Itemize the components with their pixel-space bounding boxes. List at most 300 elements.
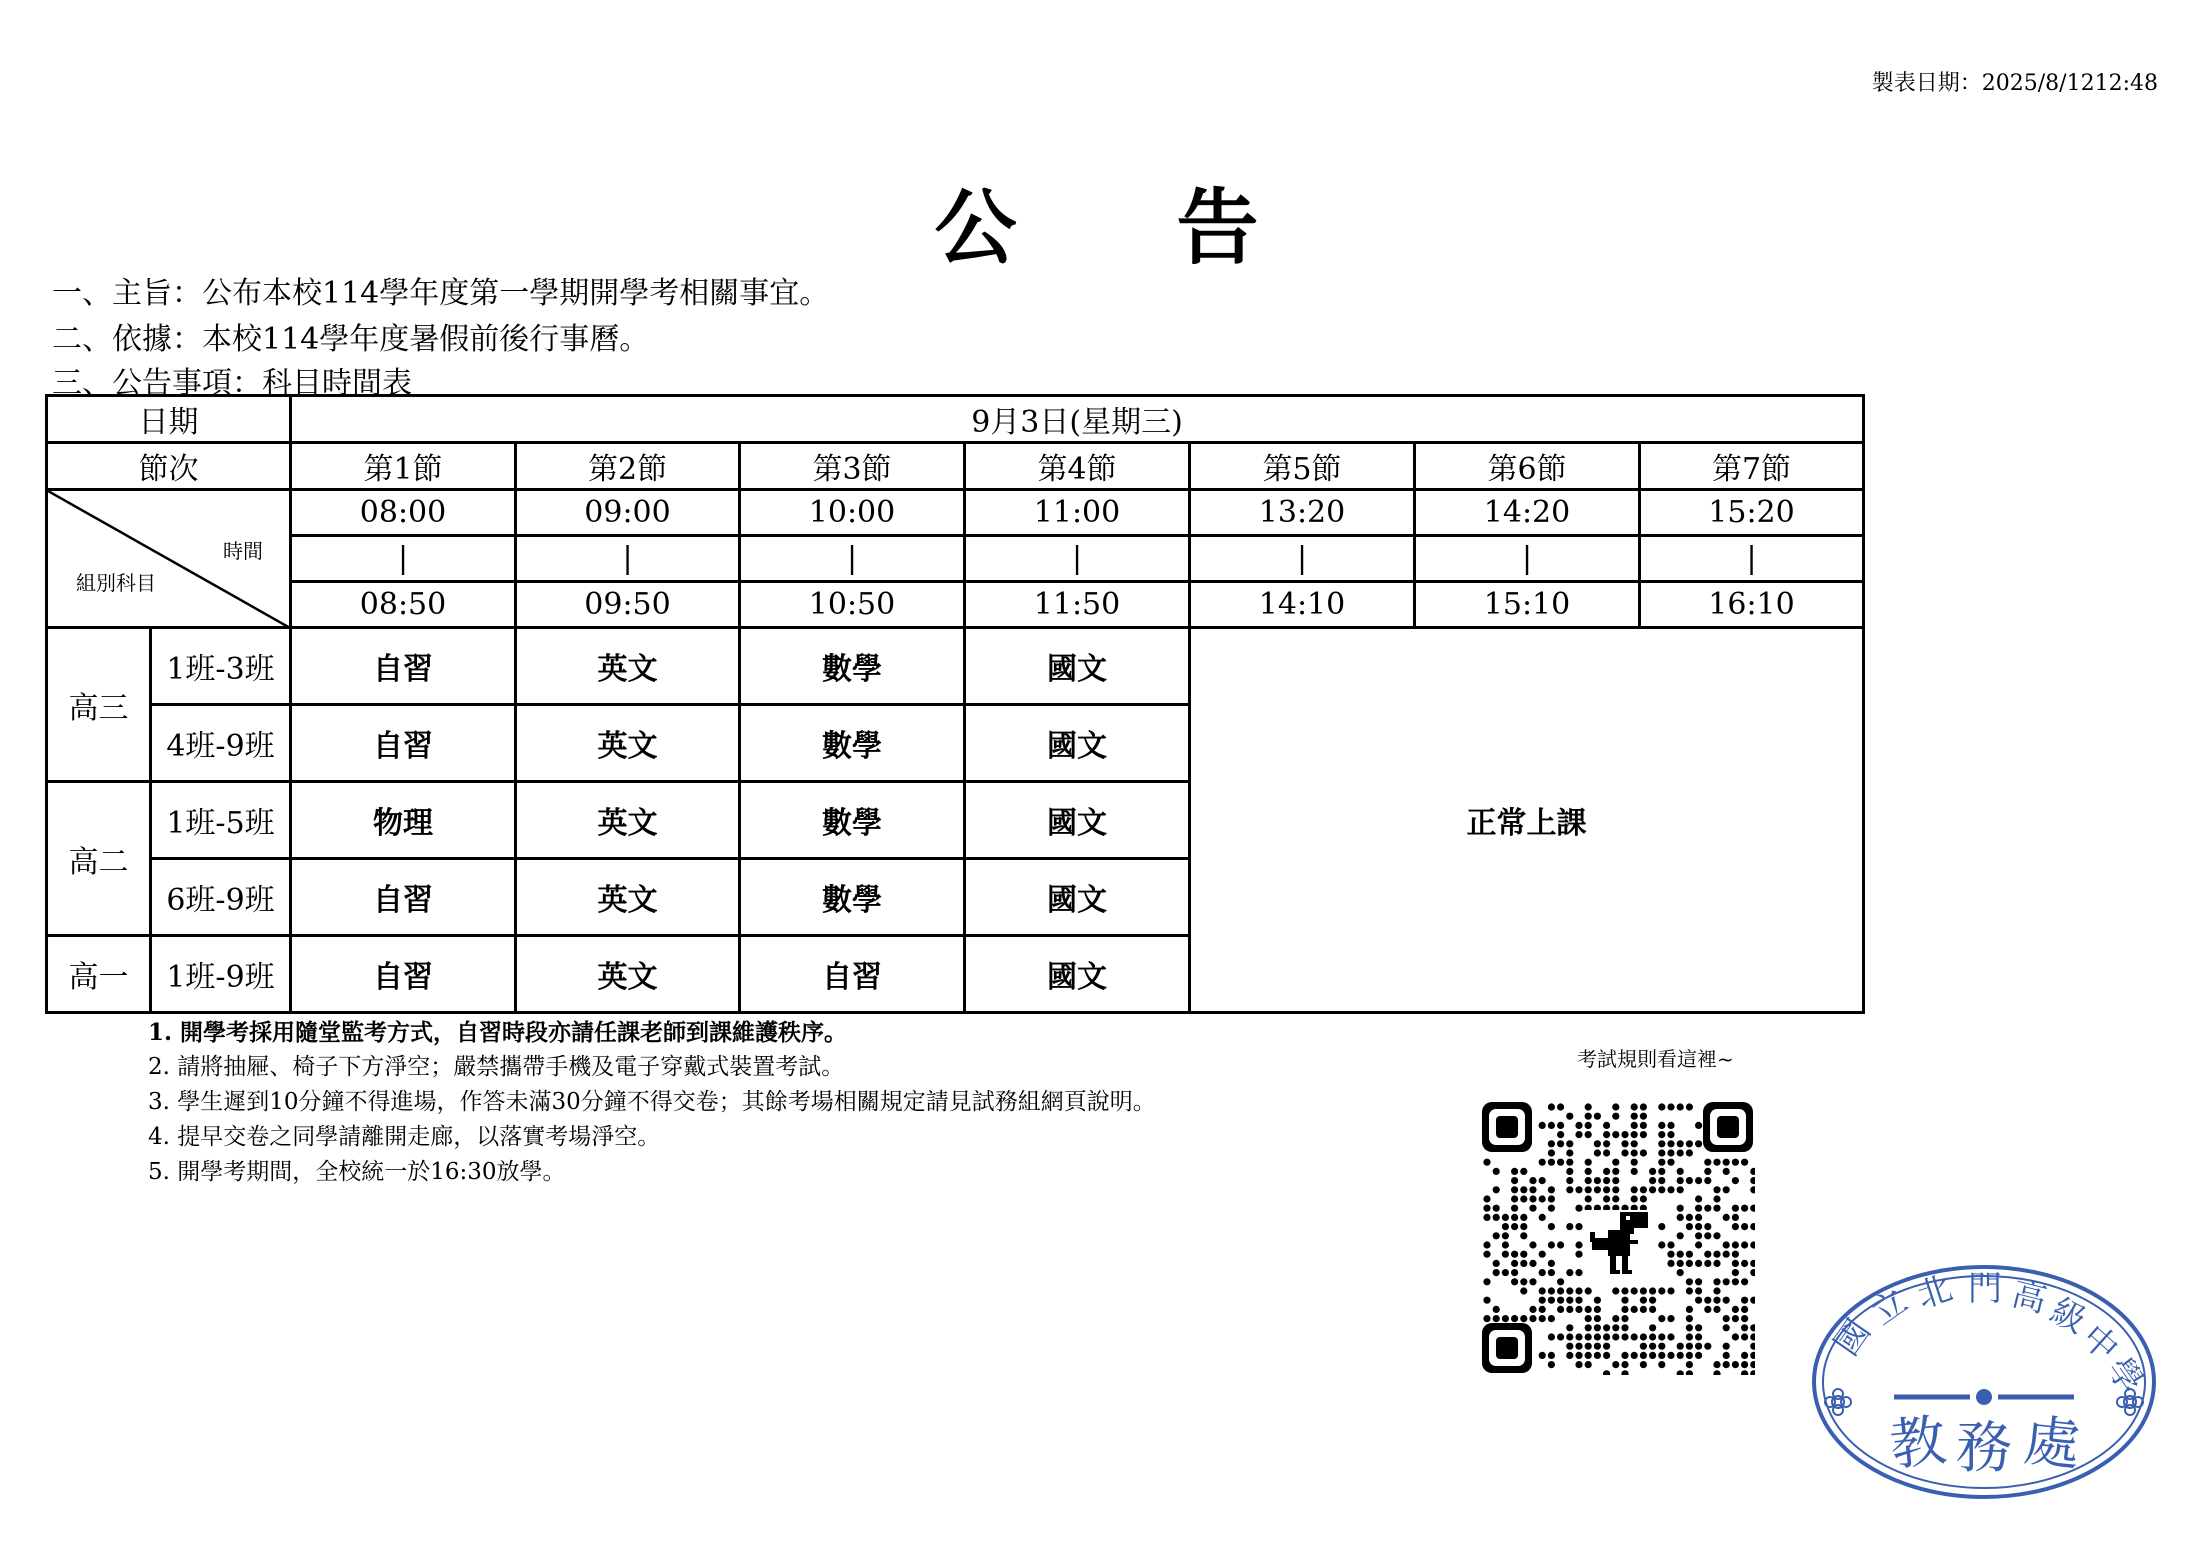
qr-dot: [1649, 1177, 1656, 1184]
qr-dot: [1493, 1315, 1500, 1322]
qr-dot: [1649, 1287, 1656, 1294]
end-time-7: 16:10: [1640, 582, 1864, 628]
qr-dot: [1566, 1297, 1573, 1304]
qr-dot: [1557, 1287, 1564, 1294]
qr-dot: [1686, 1260, 1693, 1267]
qr-dot: [1723, 1159, 1730, 1166]
qr-dot: [1631, 1122, 1638, 1129]
qr-dot: [1686, 1315, 1693, 1322]
period-label: 節次: [47, 443, 291, 490]
svg-text:處: 處: [2020, 1410, 2083, 1478]
qr-dot: [1649, 1324, 1656, 1331]
qr-dot: [1585, 1122, 1592, 1129]
qr-dot: [1695, 1177, 1702, 1184]
qr-dot: [1483, 1251, 1490, 1258]
qr-dot: [1713, 1297, 1720, 1304]
note-item: 1. 開學考採用隨堂監考方式，自習時段亦請任課老師到課維護秩序。: [148, 1019, 848, 1046]
qr-dot: [1667, 1122, 1674, 1129]
qr-dot: [1741, 1159, 1748, 1166]
qr-dot: [1603, 1149, 1610, 1156]
items-line: 三、公告事項：科目時間表: [52, 366, 412, 401]
qr-dot: [1612, 1315, 1619, 1322]
purpose-line: 一、主旨：公布本校114學年度第一學期開學考相關事宜。: [52, 276, 830, 311]
qr-code-icon[interactable]: [1480, 1100, 1755, 1375]
qr-dot: [1658, 1168, 1665, 1175]
qr-dot: [1667, 1287, 1674, 1294]
qr-dot: [1695, 1241, 1702, 1248]
qr-dot: [1502, 1241, 1509, 1248]
qr-dot: [1566, 1333, 1573, 1340]
basis-line: 二、依據：本校114學年度暑假前後行事曆。: [52, 322, 650, 357]
qr-dot: [1640, 1306, 1647, 1313]
qr-dot: [1723, 1168, 1730, 1175]
qr-dot: [1677, 1140, 1684, 1147]
period-3: 第3節: [740, 443, 965, 490]
subject-cell: 英文: [516, 705, 740, 782]
qr-dot: [1649, 1168, 1656, 1175]
qr-dot: [1658, 1352, 1665, 1359]
qr-dot: [1585, 1343, 1592, 1350]
qr-dot: [1529, 1241, 1536, 1248]
qr-dot: [1723, 1361, 1730, 1368]
qr-caption: 考試規則看這裡~: [1577, 1047, 1734, 1071]
qr-dot: [1723, 1186, 1730, 1193]
qr-dot: [1511, 1195, 1518, 1202]
qr-dot: [1695, 1122, 1702, 1129]
qr-dot: [1585, 1333, 1592, 1340]
qr-dot: [1631, 1352, 1638, 1359]
qr-dot: [1741, 1306, 1748, 1313]
qr-dot: [1677, 1103, 1684, 1110]
qr-dot: [1548, 1361, 1555, 1368]
class-range: 1班-9班: [151, 936, 291, 1013]
period-7: 第7節: [1640, 443, 1864, 490]
qr-dot: [1695, 1297, 1702, 1304]
qr-dot: [1667, 1241, 1674, 1248]
qr-dot: [1732, 1159, 1739, 1166]
qr-dot: [1548, 1315, 1555, 1322]
class-range: 1班-5班: [151, 782, 291, 859]
qr-dot: [1704, 1232, 1711, 1239]
time-separator: |: [965, 536, 1190, 582]
subject-cell: 英文: [516, 859, 740, 936]
qr-dot: [1603, 1195, 1610, 1202]
qr-dot: [1695, 1214, 1702, 1221]
qr-dot: [1732, 1205, 1739, 1212]
qr-dot: [1566, 1306, 1573, 1313]
qr-dot: [1713, 1287, 1720, 1294]
qr-dot: [1594, 1177, 1601, 1184]
qr-dot: [1539, 1251, 1546, 1258]
qr-dot: [1483, 1159, 1490, 1166]
svg-text:北: 北: [1913, 1269, 1957, 1316]
qr-dot: [1686, 1140, 1693, 1147]
subject-cell: 自習: [291, 936, 516, 1013]
qr-dot: [1658, 1241, 1665, 1248]
qr-dot: [1704, 1168, 1711, 1175]
qr-dot: [1686, 1361, 1693, 1368]
start-time-2: 09:00: [516, 490, 740, 536]
qr-dot: [1704, 1177, 1711, 1184]
qr-dot: [1529, 1260, 1536, 1267]
qr-dot: [1539, 1315, 1546, 1322]
note-item: 4. 提早交卷之同學請離開走廊，以落實考場淨空。: [148, 1124, 661, 1150]
qr-dot: [1566, 1186, 1573, 1193]
qr-dot: [1640, 1343, 1647, 1350]
qr-dot: [1649, 1186, 1656, 1193]
svg-text:立: 立: [1865, 1282, 1915, 1333]
end-time-1: 08:50: [291, 582, 516, 628]
qr-dot: [1575, 1251, 1582, 1258]
qr-dot: [1612, 1333, 1619, 1340]
qr-dot: [1640, 1195, 1647, 1202]
qr-dot: [1511, 1186, 1518, 1193]
qr-dot: [1511, 1168, 1518, 1175]
qr-dot: [1520, 1214, 1527, 1221]
period-2: 第2節: [516, 443, 740, 490]
start-time-5: 13:20: [1190, 490, 1415, 536]
start-time-6: 14:20: [1415, 490, 1640, 536]
qr-dot: [1539, 1269, 1546, 1276]
period-5: 第5節: [1190, 443, 1415, 490]
qr-dot: [1686, 1343, 1693, 1350]
qr-dot: [1713, 1278, 1720, 1285]
qr-dot: [1557, 1131, 1564, 1138]
qr-dot: [1667, 1140, 1674, 1147]
qr-dot: [1585, 1315, 1592, 1322]
qr-dot: [1631, 1186, 1638, 1193]
qr-dot: [1667, 1260, 1674, 1267]
qr-dot: [1585, 1324, 1592, 1331]
qr-dot: [1695, 1140, 1702, 1147]
qr-dot: [1640, 1113, 1647, 1120]
qr-dot: [1493, 1214, 1500, 1221]
qr-dot: [1695, 1333, 1702, 1340]
qr-dot: [1713, 1205, 1720, 1212]
qr-dot: [1640, 1352, 1647, 1359]
qr-dot: [1741, 1361, 1748, 1368]
qr-dot: [1631, 1333, 1638, 1340]
qr-dot: [1631, 1306, 1638, 1313]
qr-dot: [1502, 1223, 1509, 1230]
qr-dot: [1511, 1315, 1518, 1322]
qr-dot: [1603, 1352, 1610, 1359]
qr-dot: [1585, 1306, 1592, 1313]
qr-dot: [1557, 1140, 1564, 1147]
time-separator: |: [291, 536, 516, 582]
qr-dot: [1575, 1361, 1582, 1368]
qr-dot: [1548, 1103, 1555, 1110]
svg-text:國: 國: [1828, 1313, 1879, 1363]
qr-dot: [1631, 1103, 1638, 1110]
qr-dot: [1741, 1352, 1748, 1359]
qr-dot: [1723, 1297, 1730, 1304]
qr-dot: [1741, 1205, 1748, 1212]
qr-dot: [1686, 1324, 1693, 1331]
qr-dot: [1621, 1306, 1628, 1313]
class-range: 4班-9班: [151, 705, 291, 782]
qr-dot: [1732, 1251, 1739, 1258]
qr-dot: [1511, 1278, 1518, 1285]
qr-dot: [1557, 1333, 1564, 1340]
qr-dot: [1529, 1315, 1536, 1322]
qr-dot: [1667, 1352, 1674, 1359]
qr-dot: [1621, 1140, 1628, 1147]
qr-dot: [1548, 1195, 1555, 1202]
qr-dot: [1695, 1223, 1702, 1230]
time-separator: |: [1640, 536, 1864, 582]
qr-dot: [1575, 1131, 1582, 1138]
qr-dot: [1502, 1251, 1509, 1258]
end-time-3: 10:50: [740, 582, 965, 628]
qr-dot: [1667, 1251, 1674, 1258]
start-time-4: 11:00: [965, 490, 1190, 536]
qr-dot: [1502, 1269, 1509, 1276]
qr-finder-icon: [1703, 1102, 1753, 1152]
qr-dot: [1649, 1297, 1656, 1304]
qr-dot: [1686, 1278, 1693, 1285]
qr-dot: [1741, 1315, 1748, 1322]
qr-dot: [1667, 1159, 1674, 1166]
qr-dot: [1603, 1140, 1610, 1147]
diagonal-header: [47, 490, 291, 628]
qr-dot: [1713, 1159, 1720, 1166]
qr-dot: [1594, 1140, 1601, 1147]
qr-dot: [1695, 1287, 1702, 1294]
qr-dot: [1483, 1214, 1490, 1221]
qr-dot: [1686, 1214, 1693, 1221]
qr-dot: [1548, 1241, 1555, 1248]
qr-dot: [1741, 1260, 1748, 1267]
qr-dot: [1695, 1260, 1702, 1267]
qr-dot: [1603, 1168, 1610, 1175]
qr-dot: [1732, 1260, 1739, 1267]
qr-dot: [1511, 1205, 1518, 1212]
qr-dot: [1658, 1103, 1665, 1110]
qr-dot: [1631, 1159, 1638, 1166]
qr-dot: [1658, 1140, 1665, 1147]
qr-dot: [1621, 1324, 1628, 1331]
qr-dot: [1575, 1343, 1582, 1350]
qr-dot: [1603, 1177, 1610, 1184]
qr-dot: [1566, 1269, 1573, 1276]
grade-senior3: 高三: [47, 628, 151, 782]
qr-dot: [1640, 1297, 1647, 1304]
qr-dot: [1723, 1241, 1730, 1248]
qr-dot: [1732, 1361, 1739, 1368]
qr-dot: [1677, 1343, 1684, 1350]
qr-dot: [1723, 1352, 1730, 1359]
qr-dot: [1594, 1343, 1601, 1350]
qr-dot: [1658, 1333, 1665, 1340]
qr-dot: [1603, 1343, 1610, 1350]
qr-finder-icon: [1482, 1323, 1532, 1373]
qr-dot: [1677, 1205, 1684, 1212]
qr-dot: [1529, 1278, 1536, 1285]
qr-dot: [1631, 1131, 1638, 1138]
qr-dot: [1511, 1260, 1518, 1267]
qr-dot: [1732, 1269, 1739, 1276]
svg-text:級: 級: [2044, 1292, 2092, 1342]
qr-dot: [1594, 1315, 1601, 1322]
qr-dot: [1548, 1122, 1555, 1129]
qr-dot: [1658, 1131, 1665, 1138]
qr-dot: [1493, 1186, 1500, 1193]
qr-dot: [1566, 1168, 1573, 1175]
qr-dot: [1631, 1287, 1638, 1294]
qr-dot: [1658, 1343, 1665, 1350]
qr-dot: [1511, 1251, 1518, 1258]
qr-dot: [1575, 1287, 1582, 1294]
qr-dot: [1713, 1361, 1720, 1368]
qr-dot: [1575, 1122, 1582, 1129]
qr-dot: [1557, 1122, 1564, 1129]
qr-dot: [1511, 1223, 1518, 1230]
qr-dot: [1621, 1333, 1628, 1340]
qr-dot: [1539, 1297, 1546, 1304]
grade-senior1: 高一: [47, 936, 151, 1013]
qr-dot: [1677, 1232, 1684, 1239]
qr-dot: [1723, 1315, 1730, 1322]
qr-dot: [1677, 1214, 1684, 1221]
qr-dot: [1704, 1306, 1711, 1313]
qr-dot: [1732, 1241, 1739, 1248]
qr-dot: [1658, 1177, 1665, 1184]
grade-senior2: 高二: [47, 782, 151, 936]
normal-class-cell: 正常上課: [1190, 628, 1864, 1013]
qr-dot: [1695, 1324, 1702, 1331]
qr-dot: [1713, 1260, 1720, 1267]
qr-dot: [1631, 1113, 1638, 1120]
qr-dot: [1511, 1177, 1518, 1184]
qr-dot: [1686, 1251, 1693, 1258]
qr-dot: [1603, 1324, 1610, 1331]
qr-dot: [1566, 1324, 1573, 1331]
qr-dot: [1658, 1223, 1665, 1230]
qr-dot: [1713, 1306, 1720, 1313]
qr-dot: [1520, 1223, 1527, 1230]
svg-text:中: 中: [2074, 1318, 2125, 1369]
diag-group-label: 組別科目: [76, 571, 156, 595]
qr-dot: [1557, 1103, 1564, 1110]
qr-dot: [1529, 1195, 1536, 1202]
qr-dot: [1658, 1287, 1665, 1294]
subject-cell: 數學: [740, 782, 965, 859]
start-time-7: 15:20: [1640, 490, 1864, 536]
qr-dot: [1539, 1287, 1546, 1294]
svg-text:門: 門: [1968, 1271, 2002, 1308]
qr-dot: [1640, 1149, 1647, 1156]
qr-dot: [1594, 1113, 1601, 1120]
svg-text:高: 高: [2008, 1275, 2051, 1320]
subject-cell: 物理: [291, 782, 516, 859]
end-time-6: 15:10: [1415, 582, 1640, 628]
qr-dot: [1686, 1149, 1693, 1156]
qr-dot: [1723, 1343, 1730, 1350]
qr-dot: [1566, 1287, 1573, 1294]
qr-dot: [1548, 1205, 1555, 1212]
time-separator: |: [1415, 536, 1640, 582]
qr-dot: [1631, 1149, 1638, 1156]
qr-dot: [1585, 1168, 1592, 1175]
qr-dot: [1502, 1232, 1509, 1239]
qr-dot: [1520, 1232, 1527, 1239]
time-separator: |: [516, 536, 740, 582]
qr-dot: [1612, 1168, 1619, 1175]
qr-dot: [1667, 1149, 1674, 1156]
qr-dot: [1695, 1205, 1702, 1212]
qr-dot: [1575, 1352, 1582, 1359]
qr-dot: [1566, 1113, 1573, 1120]
period-6: 第6節: [1415, 443, 1640, 490]
qr-dot: [1603, 1122, 1610, 1129]
qr-dot: [1566, 1177, 1573, 1184]
qr-dot: [1585, 1287, 1592, 1294]
qr-dot: [1686, 1287, 1693, 1294]
qr-dot: [1585, 1103, 1592, 1110]
qr-dot: [1539, 1306, 1546, 1313]
qr-dot: [1723, 1324, 1730, 1331]
qr-dot: [1640, 1103, 1647, 1110]
note-item: 2. 請將抽屜、椅子下方淨空；嚴禁攜帶手機及電子穿戴式裝置考試。: [148, 1054, 845, 1080]
end-time-2: 09:50: [516, 582, 740, 628]
qr-dot: [1557, 1159, 1564, 1166]
qr-dot: [1695, 1343, 1702, 1350]
time-separator: |: [1190, 536, 1415, 582]
qr-dot: [1704, 1260, 1711, 1267]
qr-dot: [1631, 1140, 1638, 1147]
subject-cell: 英文: [516, 628, 740, 705]
subject-cell: 英文: [516, 782, 740, 859]
qr-dot: [1520, 1315, 1527, 1322]
subject-cell: 自習: [291, 628, 516, 705]
qr-dot: [1520, 1287, 1527, 1294]
qr-dot: [1548, 1287, 1555, 1294]
qr-dot: [1548, 1149, 1555, 1156]
qr-dot: [1520, 1195, 1527, 1202]
qr-dot: [1520, 1278, 1527, 1285]
qr-dot: [1649, 1306, 1656, 1313]
qr-dot: [1732, 1278, 1739, 1285]
qr-dot: [1658, 1186, 1665, 1193]
page-title: 公告: [934, 180, 1419, 276]
qr-dot: [1539, 1159, 1546, 1166]
qr-dot: [1603, 1186, 1610, 1193]
subject-cell: 自習: [291, 859, 516, 936]
qr-dot: [1741, 1241, 1748, 1248]
qr-dot: [1529, 1177, 1536, 1184]
qr-dot: [1566, 1159, 1573, 1166]
qr-dot: [1686, 1306, 1693, 1313]
qr-dot: [1658, 1315, 1665, 1322]
qr-dot: [1594, 1306, 1601, 1313]
qr-dot: [1539, 1195, 1546, 1202]
qr-dot: [1483, 1297, 1490, 1304]
qr-dot: [1539, 1177, 1546, 1184]
qr-dot: [1732, 1214, 1739, 1221]
qr-dot: [1612, 1287, 1619, 1294]
qr-dot: [1658, 1122, 1665, 1129]
qr-dot: [1723, 1251, 1730, 1258]
qr-dot: [1566, 1223, 1573, 1230]
date-label: 日期: [47, 396, 291, 443]
subject-cell: 自習: [740, 936, 965, 1013]
subject-cell: 國文: [965, 936, 1190, 1013]
qr-dot: [1732, 1315, 1739, 1322]
qr-dot: [1539, 1122, 1546, 1129]
qr-dot: [1667, 1103, 1674, 1110]
subject-cell: 數學: [740, 859, 965, 936]
